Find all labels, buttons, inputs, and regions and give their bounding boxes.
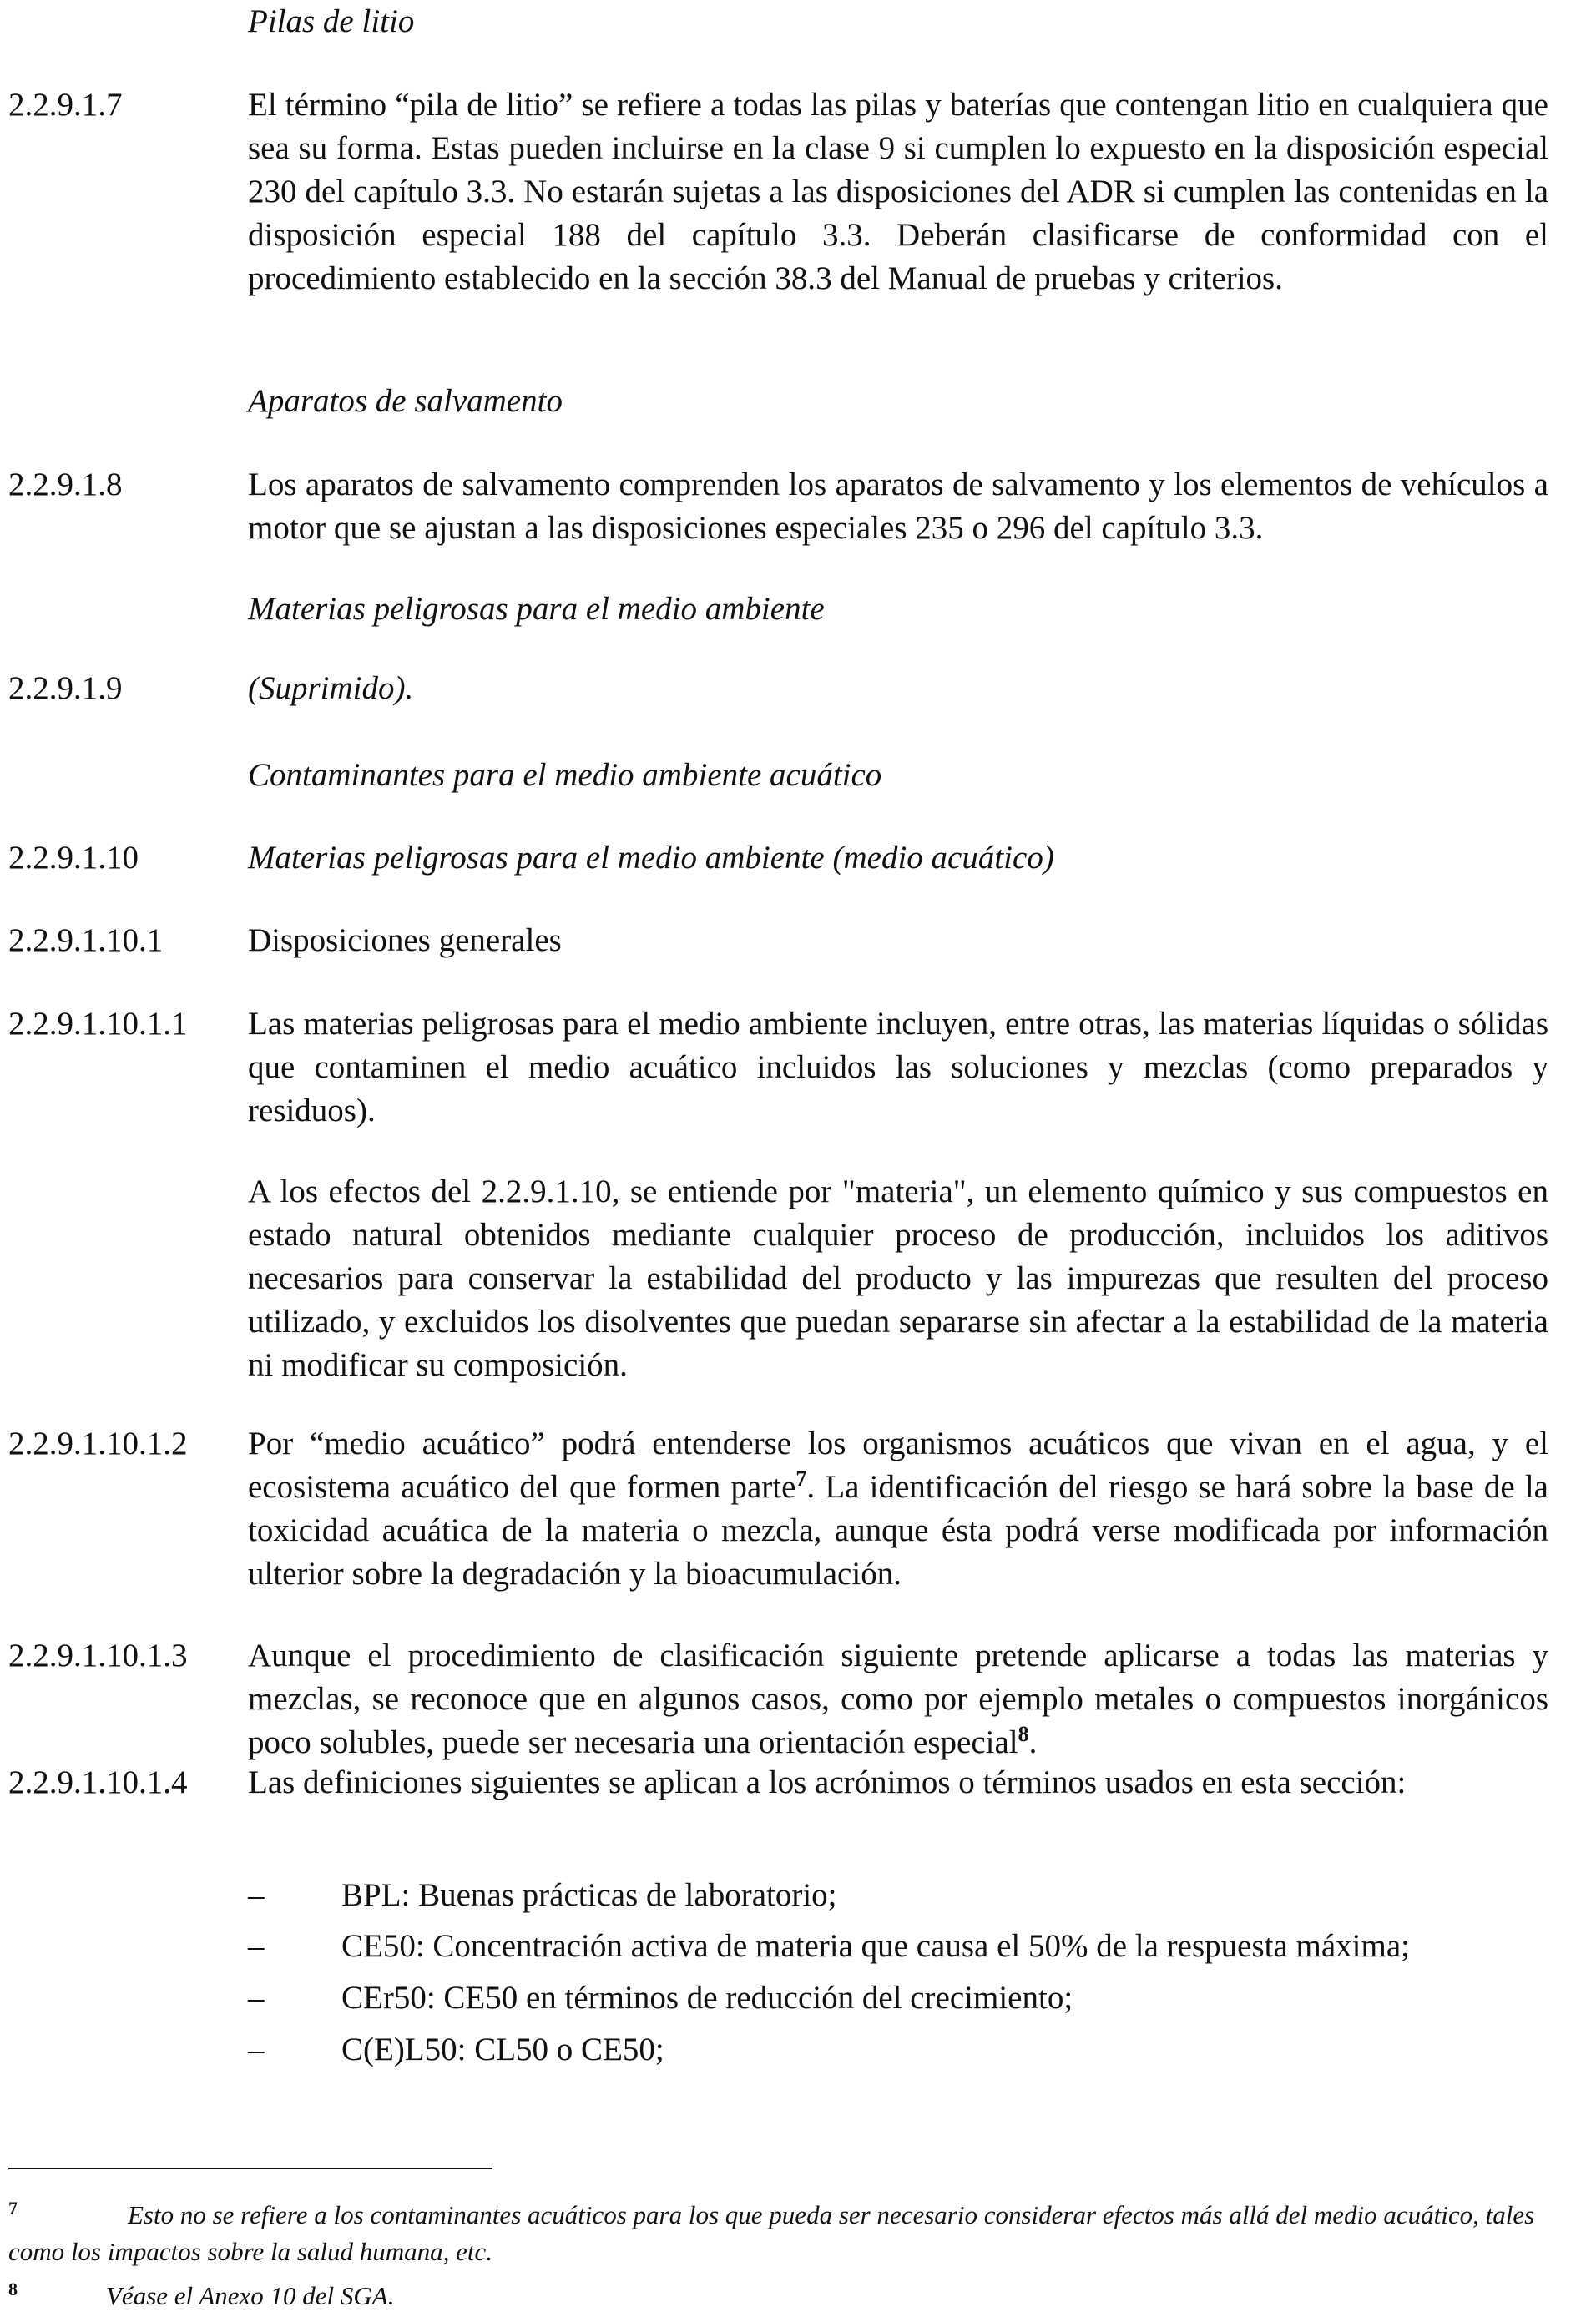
footnote-ref-8[interactable]: 8	[1018, 1722, 1029, 1746]
section-text: El término “pila de litio” se refiere a todas las pilas y baterías que contengan litio en cualquiera que sea su forma. Estas pueden incluirse en la clase 9 si cumplen lo expuesto en la disposición especial 230 del capítulo 3.3. No estarán sujetas a las disposiciones del ADR si cumplen las contenidas en la disposición especial 188 del capítulo 3.3. Deberán clasificarse de conformidad con el procedimiento establecido en la sección 38.3 del Manual de pruebas y criterios.	[248, 87, 1548, 296]
dash-bullet: –	[248, 1980, 265, 2016]
footnote-mark: 8	[8, 2279, 18, 2299]
section-number: 2.2.9.1.10.1.4	[8, 1764, 188, 1800]
heading-pilas-de-litio: Pilas de litio	[248, 3, 415, 39]
heading-materias-peligrosas: Materias peligrosas para el medio ambiente	[248, 591, 825, 627]
dash-bullet: –	[248, 1928, 265, 1964]
dash-bullet: –	[248, 2032, 265, 2067]
list-item-text: BPL: Buenas prácticas de laboratorio;	[341, 1877, 837, 1913]
list-item-text: C(E)L50: CL50 o CE50;	[341, 2032, 664, 2067]
footnote-mark: 7	[8, 2198, 18, 2219]
section-number: 2.2.9.1.10.1.2	[8, 1426, 188, 1461]
section-number: 2.2.9.1.10	[8, 840, 139, 876]
heading-contaminantes: Contaminantes para el medio ambiente acuático	[248, 757, 882, 793]
footnote-divider	[8, 2168, 492, 2169]
section-number: 2.2.9.1.10.1	[8, 922, 164, 958]
footnote-7	[8, 2197, 1578, 2270]
section-text: Los aparatos de salvamento comprenden los aparatos de salvamento y los elementos de vehículos a motor que se ajustan a las disposiciones especiales 235 o 296 del capítulo 3.3.	[248, 467, 1548, 546]
footnote-text: Esto no se refiere a los contaminantes acuáticos para los que pueda ser necesario considerar efectos más allá del medio acuático, tales como los impactos sobre la salud humana, etc.	[8, 2200, 1535, 2266]
section-text: Las definiciones siguientes se aplican a los acrónimos o términos usados en esta sección:	[248, 1764, 1407, 1800]
section-text: Materias peligrosas para el medio ambiente (medio acuático)	[248, 840, 1054, 876]
footnote-8	[8, 2278, 1578, 2314]
footnote-ref-7[interactable]: 7	[795, 1466, 807, 1491]
list-item-text: CEr50: CE50 en términos de reducción del crecimiento;	[341, 1980, 1073, 2016]
section-text: (Suprimido).	[248, 670, 414, 706]
section-number: 2.2.9.1.7	[8, 87, 123, 123]
section-text	[248, 1422, 1548, 1596]
section-number: 2.2.9.1.9	[8, 670, 123, 706]
section-text: Disposiciones generales	[248, 922, 562, 958]
heading-aparatos-de-salvamento: Aparatos de salvamento	[248, 383, 563, 419]
section-text-paragraph-2: A los efectos del 2.2.9.1.10, se entiende por "materia", un elemento químico y sus compuestos en estado natural obtenidos mediante cualquier proceso de producción, incluidos los aditivos necesarios para conservar la estabilidad del producto y las impurezas que resulten del proceso utilizado, y excluidos los disolventes que puedan separarse sin afectar a la estabilidad de la materia ni modificar su composición.	[248, 1174, 1548, 1383]
text-part: Por “medio acuático” podrá entenderse los organismos acuáticos que vivan en el agua, y el ecosistema acuático del que formen parte	[248, 1426, 1548, 1505]
text-part: .	[1028, 1724, 1038, 1760]
section-number: 2.2.9.1.10.1.3	[8, 1638, 188, 1673]
footnote-text: Véase el Anexo 10 del SGA.	[106, 2281, 395, 2310]
text-part: Aunque el procedimiento de clasificación siguiente pretende aplicarse a todas las materias y mezclas, se reconoce que en algunos casos, como por ejemplo metales o compuestos inorgánicos poco solubles, puede ser necesaria una orientación especial	[248, 1638, 1548, 1760]
list-item-text: CE50: Concentración activa de materia que causa el 50% de la respuesta máxima;	[341, 1928, 1410, 1964]
section-number: 2.2.9.1.10.1.1	[8, 1006, 188, 1042]
section-text	[248, 1634, 1548, 1764]
section-text: Las materias peligrosas para el medio ambiente incluyen, entre otras, las materias líquidas o sólidas que contaminen el medio acuático incluidos las soluciones y mezclas (como preparados y residuos).	[248, 1006, 1548, 1128]
dash-bullet: –	[248, 1877, 265, 1913]
text-part: . La identificación del riesgo se hará sobre la base de la toxicidad acuática de la materia o mezcla, aunque ésta podrá verse modificada por información ulterior sobre la degradación y la bioacumulación.	[248, 1469, 1548, 1592]
section-number: 2.2.9.1.8	[8, 467, 123, 502]
